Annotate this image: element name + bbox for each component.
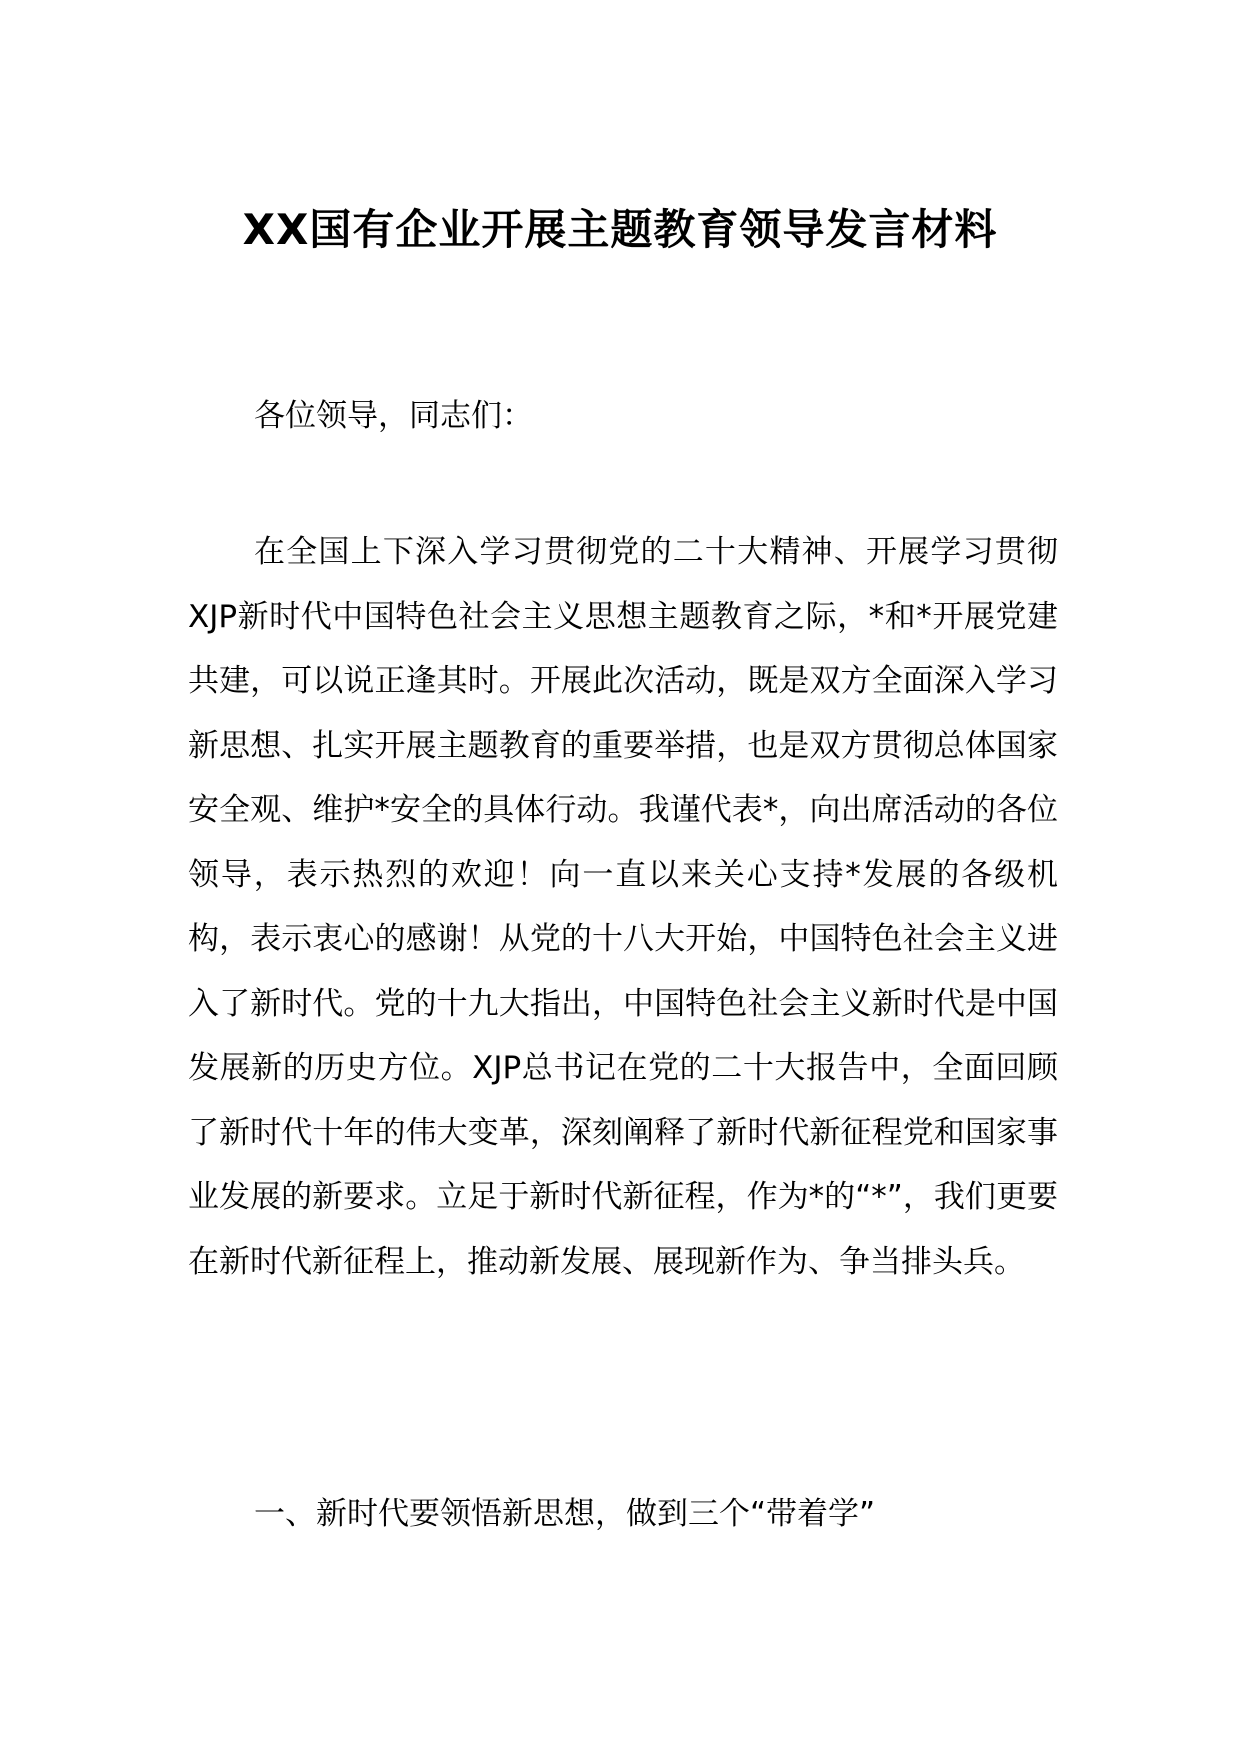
section-heading: 一、新时代要领悟新思想，做到三个“带着学” <box>254 1496 876 1532</box>
salutation: 各位领导，同志们： <box>254 398 533 434</box>
body-paragraph: 在全国上下深入学习贯彻党的二十大精神、开展学习贯彻XJP新时代中国特色社会主义思想主题教育之际，*和*开展党建共建，可以说正逢其时。开展此次活动，既是双方全面深入学习新思想、扎实开展主题教育的重要举措，也是双方贯彻总体国家安全观、维护*安全的具体行动。我谨代表*，向出席活动的各位领导，表示热烈的欢迎！向一直以来关心支持*发展的各级机构，表示衷心的感谢！从党的十八大开始，中国特色社会主义进入了新时代。党的十九大指出，中国特色社会主义新时代是中国发展新的历史方位。XJP总书记在党的二十大报告中，全面回顾了新时代十年的伟大变革，深刻阐释了新时代新征程党和国家事业发展的新要求。立足于新时代新征程，作为*的“*”，我们更要在新时代新征程上，推动新发展、展现新作为、争当排头兵。 <box>188 534 1058 1280</box>
document-title: XX国有企业开展主题教育领导发言材料 <box>242 205 998 254</box>
